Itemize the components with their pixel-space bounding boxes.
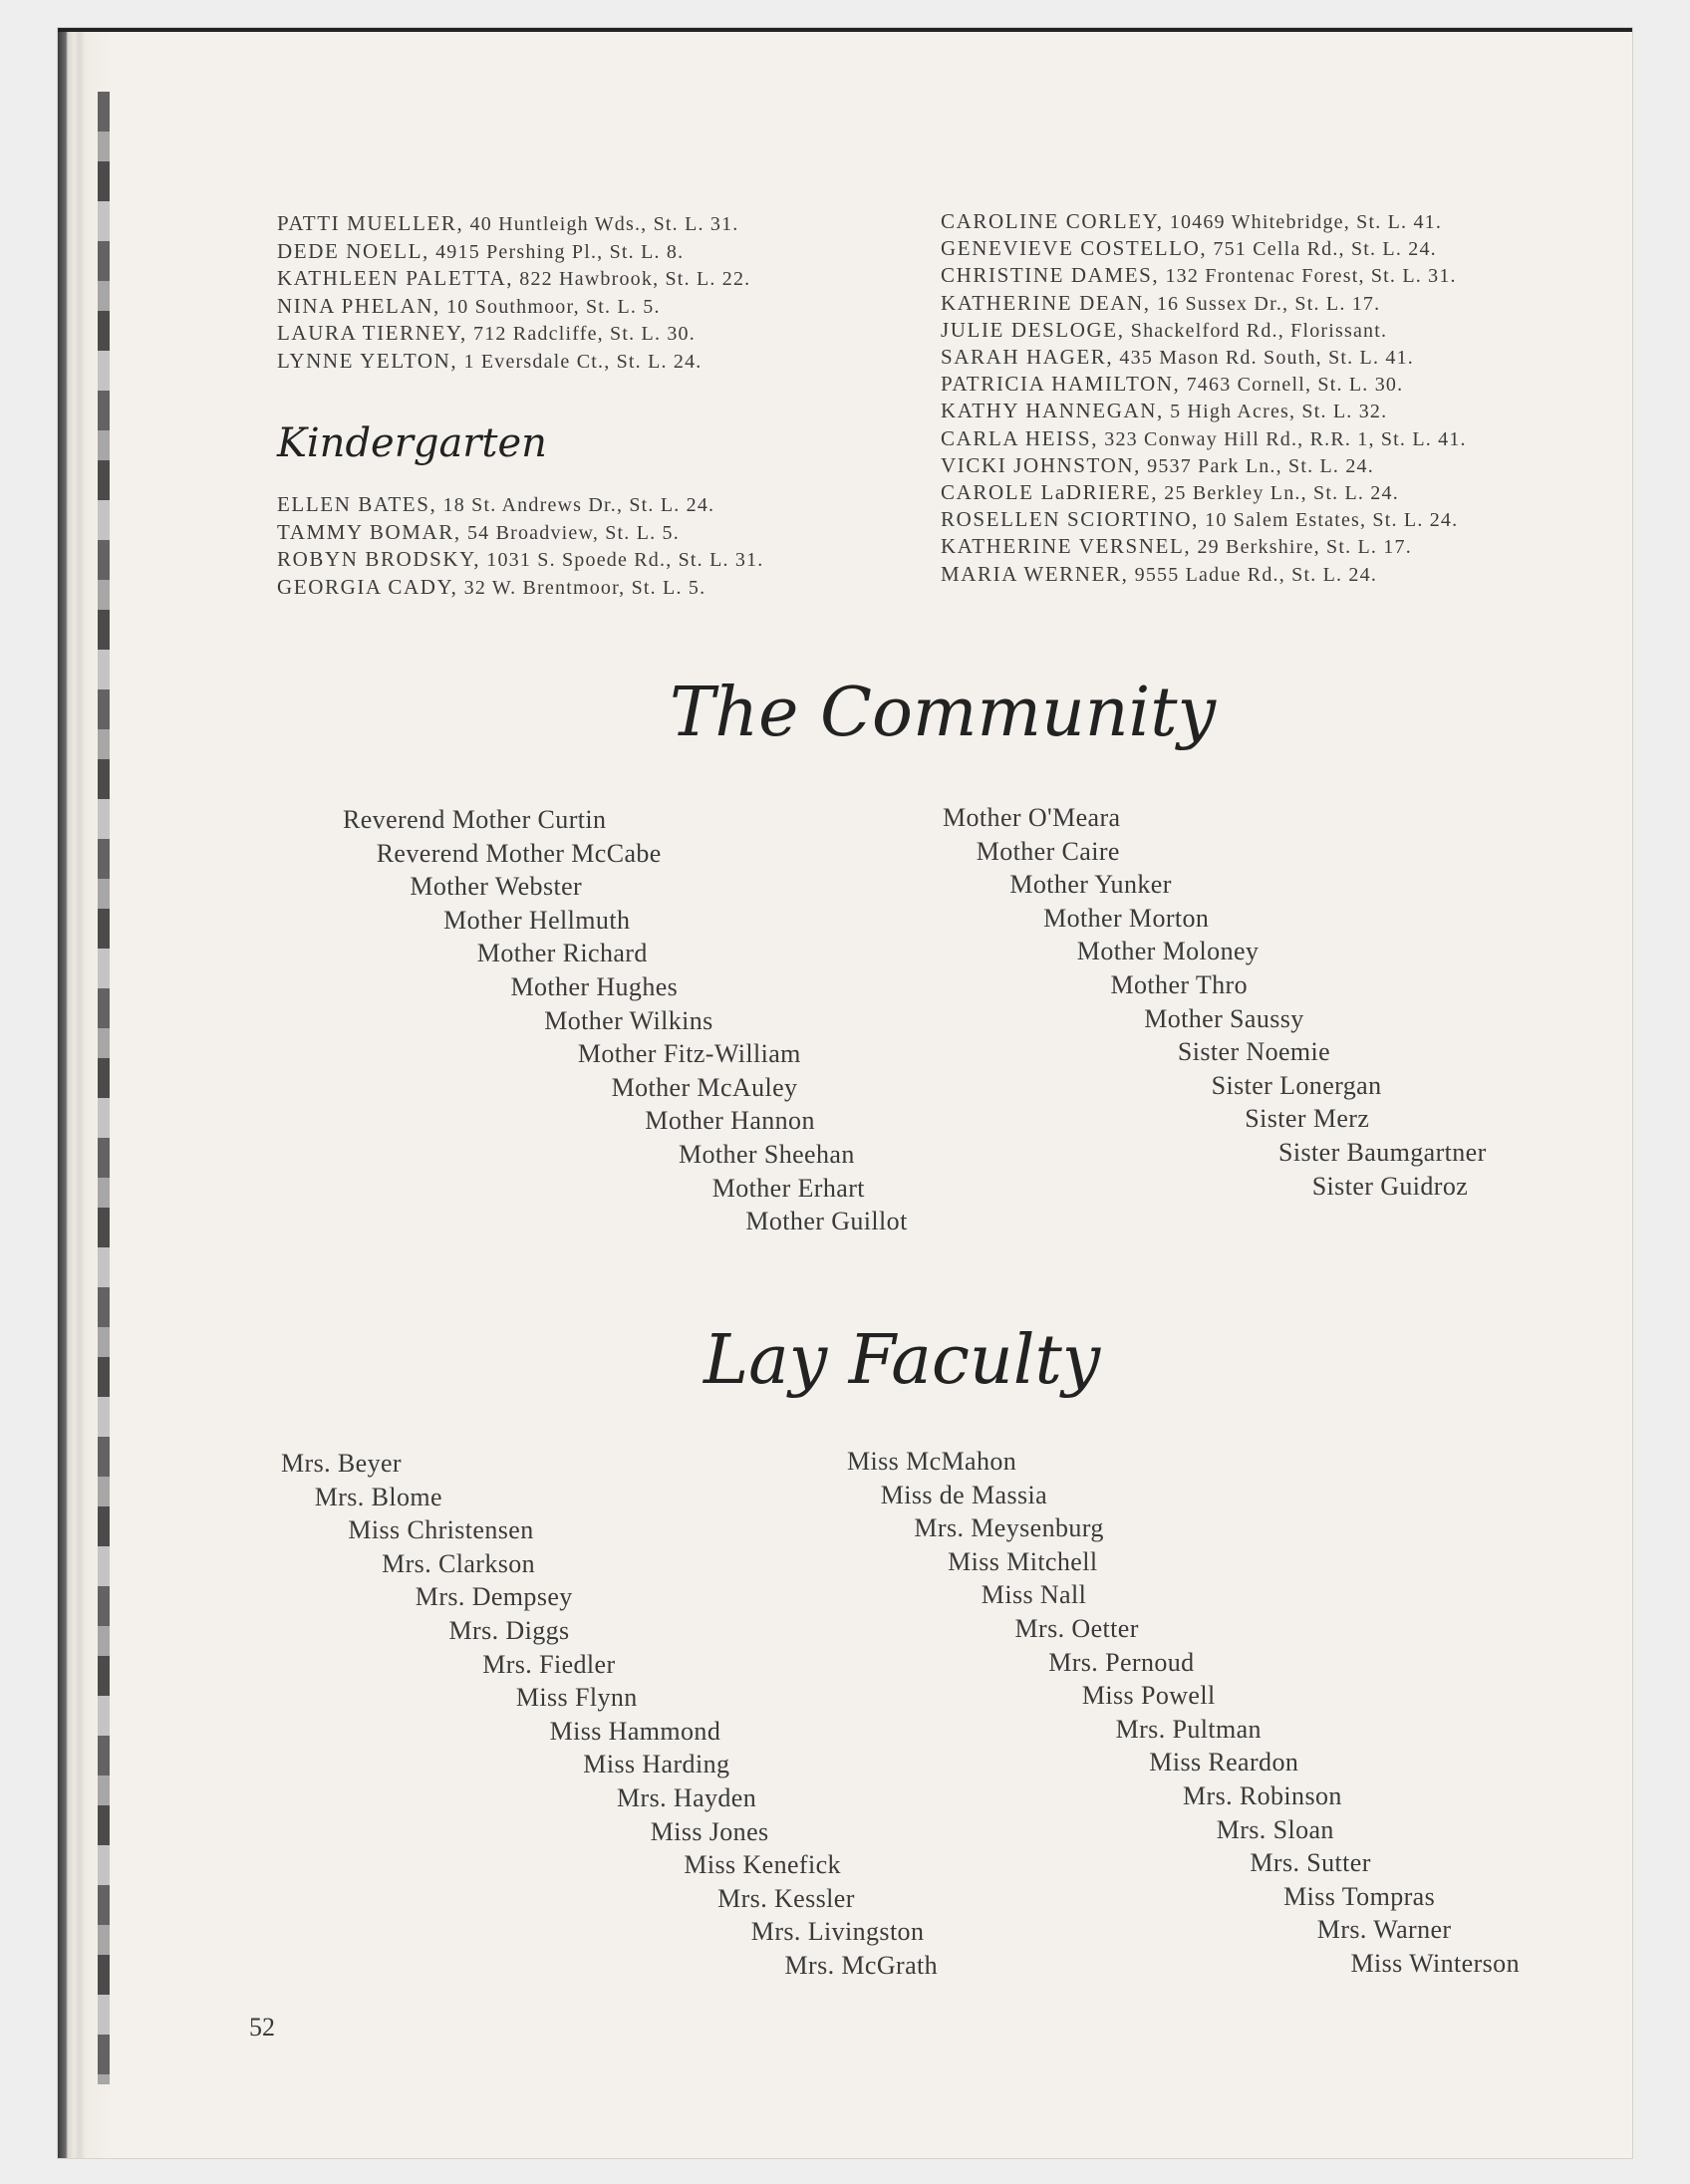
resident-name: VICKI JOHNSTON, (941, 452, 1141, 477)
resident-name: LYNNE YELTON, (277, 348, 458, 373)
resident-address: 132 Frontenac Forest, St. L. 31. (1159, 265, 1457, 288)
resident-name: DEDE NOELL, (277, 238, 429, 263)
faculty-member: Mrs. Blome (314, 1482, 442, 1511)
community-member: Reverend Mother McCabe (376, 838, 662, 868)
resident-name: PATRICIA HAMILTON, (941, 372, 1181, 397)
resident-address: 4915 Pershing Pl., St. L. 8. (428, 240, 685, 263)
community-member: Mother Morton (1043, 903, 1210, 933)
community-member: Mother Richard (476, 939, 648, 968)
community-member: Mother McAuley (611, 1072, 798, 1102)
resident-address: 29 Berkshire, St. L. 17. (1191, 536, 1412, 559)
community-member: Mother Hughes (510, 972, 679, 1001)
resident-name: ROSELLEN SCIORTINO, (941, 507, 1199, 532)
resident-name: CAROLINE CORLEY, (941, 209, 1164, 233)
resident-entry (941, 372, 1403, 397)
resident-name: GENEVIEVE COSTELLO, (941, 236, 1208, 261)
resident-address: Shackelford Rd., Florissant. (1124, 319, 1388, 342)
kindergarten-heading: Kindergarten (277, 420, 547, 466)
community-member: Sister Noemie (1177, 1037, 1331, 1067)
resident-address: 435 Mason Rd. South, St. L. 41. (1113, 347, 1414, 369)
community-member: Mother Moloney (1076, 937, 1260, 966)
resident-address: 54 Broadview, St. L. 5. (460, 521, 680, 544)
community-member: Mother Caire (976, 836, 1120, 866)
community-member: Mother Saussy (1144, 1003, 1304, 1033)
resident-entry (277, 349, 703, 374)
faculty-member: Mrs. Hayden (617, 1783, 757, 1812)
resident-address: 40 Huntleigh Wds., St. L. 31. (463, 213, 739, 235)
faculty-member: Miss Mitchell (948, 1546, 1098, 1576)
resident-name: PATTI MUELLER, (277, 211, 464, 235)
book-binding (58, 32, 114, 2158)
faculty-member: Mrs. McGrath (784, 1951, 939, 1980)
resident-entry (941, 209, 1442, 234)
community-member: Sister Guidroz (1311, 1171, 1469, 1201)
resident-entry (941, 318, 1387, 343)
resident-name: TAMMY BOMAR, (277, 519, 461, 544)
community-member: Sister Merz (1245, 1104, 1370, 1134)
resident-address: 10469 Whitebridge, St. L. 41. (1163, 211, 1443, 233)
resident-address: 7463 Cornell, St. L. 30. (1180, 374, 1404, 397)
resident-entry (941, 534, 1412, 559)
faculty-member: Mrs. Dempsey (415, 1582, 573, 1612)
resident-entry (941, 236, 1437, 261)
resident-address: 9555 Ladue Rd., St. L. 24. (1128, 563, 1378, 586)
resident-entry (941, 263, 1457, 288)
resident-name: SARAH HAGER, (941, 345, 1114, 369)
resident-address: 1031 S. Spoede Rd., St. L. 31. (480, 549, 764, 571)
faculty-member: Mrs. Sloan (1216, 1814, 1334, 1844)
kindergarten-entry (277, 547, 764, 572)
resident-name: GEORGIA CADY, (277, 574, 458, 599)
resident-entry (941, 480, 1399, 505)
faculty-member: Miss Hammond (549, 1716, 721, 1746)
resident-name: NINA PHELAN, (277, 293, 440, 318)
resident-entry (941, 345, 1414, 370)
faculty-member: Miss McMahon (847, 1447, 1017, 1476)
faculty-member: Mrs. Livingston (750, 1917, 925, 1947)
community-member: Mother Webster (410, 872, 583, 902)
community-member: Mother O'Meara (943, 803, 1121, 832)
resident-name: KATHLEEN PALETTA, (277, 266, 514, 290)
resident-entry (941, 453, 1374, 478)
resident-name: ROBYN BRODSKY, (277, 547, 481, 571)
page-number: 52 (249, 2013, 275, 2042)
kindergarten-entry (277, 492, 714, 517)
yearbook-page (58, 28, 1632, 2158)
resident-name: JULIE DESLOGE, (941, 317, 1125, 342)
resident-address: 10 Southmoor, St. L. 5. (439, 295, 661, 318)
resident-address: 16 Sussex Dr., St. L. 17. (1150, 292, 1381, 315)
resident-address: 10 Salem Estates, St. L. 24. (1198, 509, 1459, 532)
resident-entry (277, 321, 696, 346)
community-member: Mother Thro (1110, 970, 1249, 999)
resident-entry (941, 399, 1387, 423)
resident-entry (277, 239, 684, 264)
resident-address: 32 W. Brentmoor, St. L. 5. (457, 576, 706, 599)
faculty-member: Miss Kenefick (684, 1850, 841, 1880)
faculty-member: Miss Winterson (1350, 1949, 1520, 1978)
resident-name: KATHY HANNEGAN, (941, 399, 1164, 423)
community-member: Sister Lonergan (1211, 1070, 1382, 1100)
community-member: Mother Erhart (711, 1173, 865, 1203)
faculty-member: Mrs. Kessler (717, 1883, 855, 1913)
faculty-member: Miss Powell (1081, 1681, 1216, 1711)
resident-address: 712 Radcliffe, St. L. 30. (466, 323, 696, 345)
community-member: Mother Guillot (745, 1207, 908, 1236)
resident-address: 751 Cella Rd., St. L. 24. (1207, 238, 1437, 261)
faculty-member: Mrs. Pernoud (1048, 1647, 1195, 1677)
community-member: Mother Wilkins (544, 1005, 713, 1035)
resident-address: 18 St. Andrews Dr., St. L. 24. (436, 494, 715, 516)
faculty-member: Mrs. Beyer (281, 1449, 402, 1478)
resident-name: KATHERINE DEAN, (941, 290, 1151, 315)
resident-address: 25 Berkley Ln., St. L. 24. (1158, 482, 1399, 504)
faculty-member: Mrs. Diggs (448, 1616, 570, 1645)
faculty-member: Miss Tompras (1283, 1881, 1436, 1911)
resident-address: 1 Eversdale Ct., St. L. 24. (457, 350, 703, 373)
faculty-member: Mrs. Sutter (1250, 1848, 1371, 1878)
resident-name: CARLA HEISS, (941, 425, 1099, 450)
community-member: Mother Hannon (645, 1106, 815, 1136)
kindergarten-entry (277, 520, 680, 545)
resident-name: KATHERINE VERSNEL, (941, 534, 1192, 559)
faculty-member: Mrs. Meysenburg (914, 1513, 1104, 1543)
resident-entry (941, 562, 1377, 587)
faculty-member: Miss Harding (583, 1750, 730, 1779)
community-member: Mother Hellmuth (443, 905, 631, 935)
faculty-member: Miss Nall (981, 1580, 1087, 1610)
faculty-member: Miss Flynn (515, 1683, 638, 1713)
faculty-member: Miss Reardon (1149, 1748, 1299, 1777)
community-member: Mother Sheehan (679, 1140, 855, 1169)
faculty-member: Miss Jones (650, 1816, 769, 1846)
resident-address: 323 Conway Hill Rd., R.R. 1, St. L. 41. (1098, 427, 1467, 450)
faculty-member: Miss Christensen (348, 1515, 534, 1545)
faculty-member: Mrs. Clarkson (382, 1548, 536, 1578)
resident-name: LAURA TIERNEY, (277, 321, 467, 345)
binding-stripe (98, 92, 110, 2084)
community-member: Reverend Mother Curtin (343, 805, 607, 834)
faculty-member: Mrs. Oetter (1014, 1614, 1139, 1643)
resident-entry (277, 294, 661, 319)
resident-name: MARIA WERNER, (941, 561, 1129, 586)
resident-entry (277, 211, 738, 236)
resident-name: CAROLE LaDRIERE, (941, 480, 1159, 504)
faculty-member: Mrs. Fiedler (482, 1649, 616, 1679)
resident-name: ELLEN BATES, (277, 492, 437, 516)
resident-entry (941, 426, 1467, 451)
faculty-member: Miss de Massia (880, 1480, 1048, 1509)
faculty-member: Mrs. Warner (1316, 1915, 1452, 1945)
resident-entry (941, 507, 1458, 532)
community-heading: The Community (670, 674, 1217, 752)
community-member: Mother Fitz-William (577, 1039, 801, 1069)
resident-address: 5 High Acres, St. L. 32. (1163, 401, 1388, 423)
faculty-member: Mrs. Pultman (1115, 1714, 1262, 1744)
resident-name: CHRISTINE DAMES, (941, 263, 1160, 288)
faculty-member: Mrs. Robinson (1183, 1781, 1342, 1810)
resident-entry (941, 291, 1380, 316)
resident-address: 822 Hawbrook, St. L. 22. (513, 268, 751, 290)
resident-address: 9537 Park Ln., St. L. 24. (1140, 454, 1374, 477)
lay-faculty-heading: Lay Faculty (704, 1321, 1101, 1400)
community-member: Sister Baumgartner (1278, 1138, 1487, 1167)
resident-entry (277, 266, 750, 291)
kindergarten-entry (277, 575, 705, 600)
community-member: Mother Yunker (1009, 870, 1172, 900)
